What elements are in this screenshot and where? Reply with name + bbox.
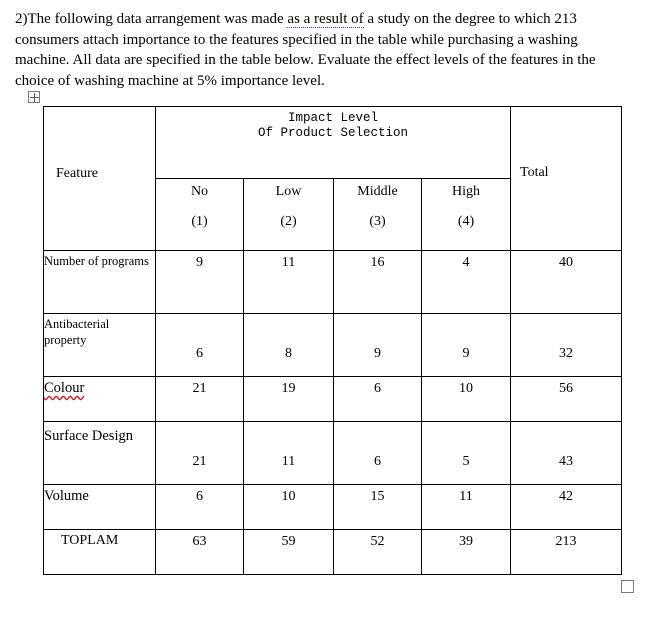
table-cell: 6 [156,485,244,530]
question-text [15,9,625,91]
table-cell: 10 [422,377,511,422]
table-cell: 8 [244,314,334,377]
table-cell: 56 [511,377,622,422]
table-row [44,251,622,314]
table-row [44,377,622,422]
data-table [43,106,622,575]
table-cell: 9 [422,314,511,377]
table-cell: 6 [156,314,244,377]
table-cell: 11 [244,422,334,485]
level-code: (2) [280,214,297,229]
table-cell: 9 [334,314,422,377]
table-cell: 43 [511,422,622,485]
table-cell: 63 [156,530,244,575]
question-dotted-phrase: as a result of [287,11,364,27]
table-cell: 5 [422,422,511,485]
impact-level-line-1: Impact Level [287,111,378,125]
level-header-middle [334,179,422,251]
table-cell: 10 [244,485,334,530]
total-header: Total [520,165,549,180]
table-cell: 6 [334,422,422,485]
question-part-1: 2)The following data arrangement was made [15,11,288,27]
level-name: Low [275,184,302,199]
table-row [44,422,622,485]
impact-level-line-2: Of Product Selection [257,126,409,140]
table-cell: 21 [156,422,244,485]
table-cell: 15 [334,485,422,530]
impact-level-header [156,111,510,141]
row-label: Antibacterial property [44,314,156,377]
table-cell: 59 [244,530,334,575]
level-header-high [422,179,511,251]
table-cell: 42 [511,485,622,530]
table-cell: 40 [511,251,622,314]
table-cell: 19 [244,377,334,422]
impact-level-header-cell [156,107,511,179]
row-label: Surface Design [44,422,156,485]
table-cell: 4 [422,251,511,314]
level-code: (3) [369,214,386,229]
row-label: Colour [44,377,156,422]
level-name: High [452,184,480,199]
row-label: Volume [44,485,156,530]
table-row [44,314,622,377]
table-cell: 52 [334,530,422,575]
level-header-no [156,179,244,251]
table-cell: 9 [156,251,244,314]
table-resize-handle-icon[interactable] [621,580,634,593]
table-cell: 213 [511,530,622,575]
level-code: (1) [191,214,208,229]
table-row [44,530,622,575]
total-header-cell [511,107,622,251]
table-cell: 21 [156,377,244,422]
table-cell: 39 [422,530,511,575]
table-move-handle-icon[interactable] [28,91,40,103]
feature-header: Feature [56,166,98,181]
level-code: (4) [457,214,475,229]
level-header-low [244,179,334,251]
level-name: No [190,184,209,199]
table-cell: 32 [511,314,622,377]
table-cell: 6 [334,377,422,422]
table-cell: 11 [422,485,511,530]
row-label: TOPLAM [44,530,156,575]
level-name: Middle [357,184,398,199]
feature-header-cell [44,107,156,251]
table-row [44,485,622,530]
row-label: Number of programs [44,251,156,314]
table-cell: 11 [244,251,334,314]
question-part-2: a study on the degree to which 213 consumers attach importance to the features specified in the table while purchasing a washing machine. All data are specified in the table below. Evaluate the effect levels of the features in the choice of washing machine at 5% importance level. [15,11,596,89]
table-cell: 16 [334,251,422,314]
